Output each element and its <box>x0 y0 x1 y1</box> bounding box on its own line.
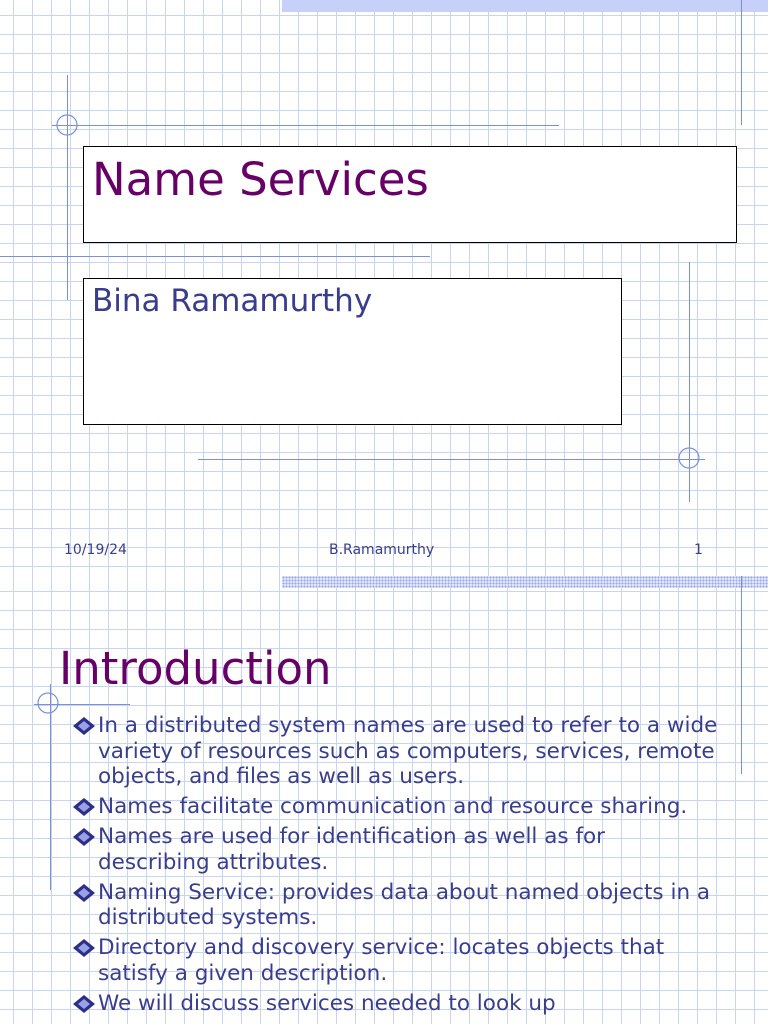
footer-date: 10/19/24 <box>64 542 127 558</box>
list-item <box>72 880 722 931</box>
right-accent-line <box>741 576 742 774</box>
footer-author: B.Ramamurthy <box>329 542 435 558</box>
list-item <box>72 991 722 1017</box>
top-accent-bar <box>282 0 768 12</box>
slide-title: Introduction <box>59 642 332 695</box>
bullet-text: We will discuss services needed to look up <box>98 990 556 1016</box>
middle-guide-line <box>0 256 430 257</box>
diamond-bullet-icon <box>72 994 96 1014</box>
bullet-text: Naming Service: provides data about named objects in a distributed systems. <box>98 879 711 930</box>
title-box <box>83 146 737 243</box>
diamond-bullet-icon <box>72 797 96 817</box>
diamond-bullet-icon <box>72 827 96 847</box>
slide-title: Name Services <box>92 153 429 206</box>
list-item <box>72 794 722 820</box>
list-item <box>72 935 722 986</box>
bullet-text: In a distributed system names are used to refer to a wide variety of resources such as computers, services, remote objects, and files as well as users. <box>98 713 718 789</box>
diamond-bullet-icon <box>72 716 96 736</box>
bullet-text: Names are used for identification as well as for describing attributes. <box>98 824 606 875</box>
left-accent-line <box>67 75 68 300</box>
list-item <box>72 713 722 790</box>
bullet-text: Names facilitate communication and resource sharing. <box>98 794 688 819</box>
top-accent-bar <box>282 576 768 588</box>
crosshair-icon <box>677 447 701 471</box>
top-guide-line <box>52 125 559 126</box>
bullet-list <box>72 713 722 1021</box>
list-item <box>72 824 722 875</box>
footer-page-number: 1 <box>694 542 703 558</box>
bullet-text: Directory and discovery service: locates objects that satisfy a given description. <box>98 935 665 986</box>
diamond-bullet-icon <box>72 883 96 903</box>
author-name: Bina Ramamurthy <box>92 283 373 319</box>
diamond-bullet-icon <box>72 938 96 958</box>
subtitle-box <box>83 278 622 425</box>
crosshair-icon <box>55 114 79 138</box>
slide-2 <box>0 576 768 1024</box>
crosshair-icon <box>36 692 60 716</box>
bottom-guide-line <box>198 459 705 460</box>
right-accent-line <box>741 0 742 125</box>
